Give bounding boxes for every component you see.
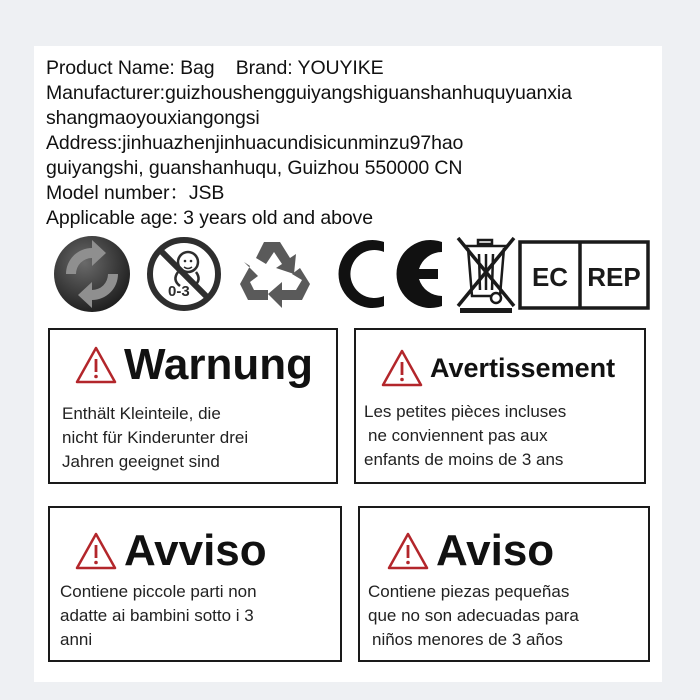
warning-box-french — [354, 328, 646, 484]
warning-line: Les petites pièces incluses — [364, 402, 567, 421]
ce-mark-icon — [334, 234, 454, 314]
applicable-age-line: Applicable age: 3 years old and above — [46, 207, 373, 229]
warning-title: Avertissement — [430, 352, 616, 383]
warning-line: adatte ai bambini sotto i 3 — [60, 606, 254, 625]
age-warning-0-3-icon — [144, 234, 224, 314]
warning-line: ne conviennent pas aux — [368, 426, 548, 445]
warning-line: niños menores de 3 años — [372, 630, 563, 649]
warning-text — [62, 402, 248, 474]
warning-box-italian — [48, 506, 342, 662]
manufacturer-line-1: Manufacturer:guizhoushengguiyangshiguanshanhuquyuanxia — [46, 82, 572, 104]
recycle-icon — [234, 234, 318, 314]
warning-title: Aviso — [436, 526, 555, 575]
product-name-brand-line: Product Name: Bag Brand: YOUYIKE — [46, 57, 384, 79]
product-label — [34, 46, 662, 682]
warning-triangle-icon — [386, 531, 430, 571]
rep-text: REP — [587, 262, 641, 292]
warning-line: anni — [60, 630, 93, 649]
warning-line: que no son adecuadas para — [368, 606, 579, 625]
warning-text — [368, 580, 579, 652]
manufacturer-line-2: shangmaoyouxiangongsi — [46, 107, 260, 129]
address-line-1: Address:jinhuazhenjinhuacundisicunminzu97hao — [46, 132, 464, 154]
warning-box-spanish — [358, 506, 650, 662]
warning-line: Enthält Kleinteile, die — [62, 404, 221, 423]
warning-triangle-icon — [74, 531, 118, 571]
warning-text — [364, 400, 566, 472]
warning-line: nicht für Kinderunter drei — [62, 428, 249, 447]
warning-box-german — [48, 328, 338, 484]
weee-crossed-bin-icon — [454, 234, 518, 314]
warning-line: Contiene piccole parti non — [60, 582, 257, 601]
ec-rep-icon — [518, 240, 650, 320]
warning-triangle-icon — [380, 348, 424, 388]
warning-title: Warnung — [124, 340, 313, 389]
warning-text — [60, 580, 257, 652]
warning-line: Contiene piezas pequeñas — [368, 582, 570, 601]
model-number-line: Model number：JSB — [46, 182, 225, 204]
warning-title: Avviso — [124, 526, 267, 575]
warning-triangle-icon — [74, 345, 118, 385]
warning-line: enfants de moins de 3 ans — [364, 450, 564, 469]
product-info — [46, 56, 658, 231]
ec-text: EC — [531, 262, 569, 292]
warning-line: Jahren geeignet sind — [62, 452, 220, 471]
address-line-2: guiyangshi, guanshanhuqu, Guizhou 550000 CN — [46, 157, 463, 179]
green-dot-icon — [52, 234, 132, 314]
certification-icons — [50, 234, 660, 318]
age-range-mark: 0-3 — [168, 283, 190, 300]
